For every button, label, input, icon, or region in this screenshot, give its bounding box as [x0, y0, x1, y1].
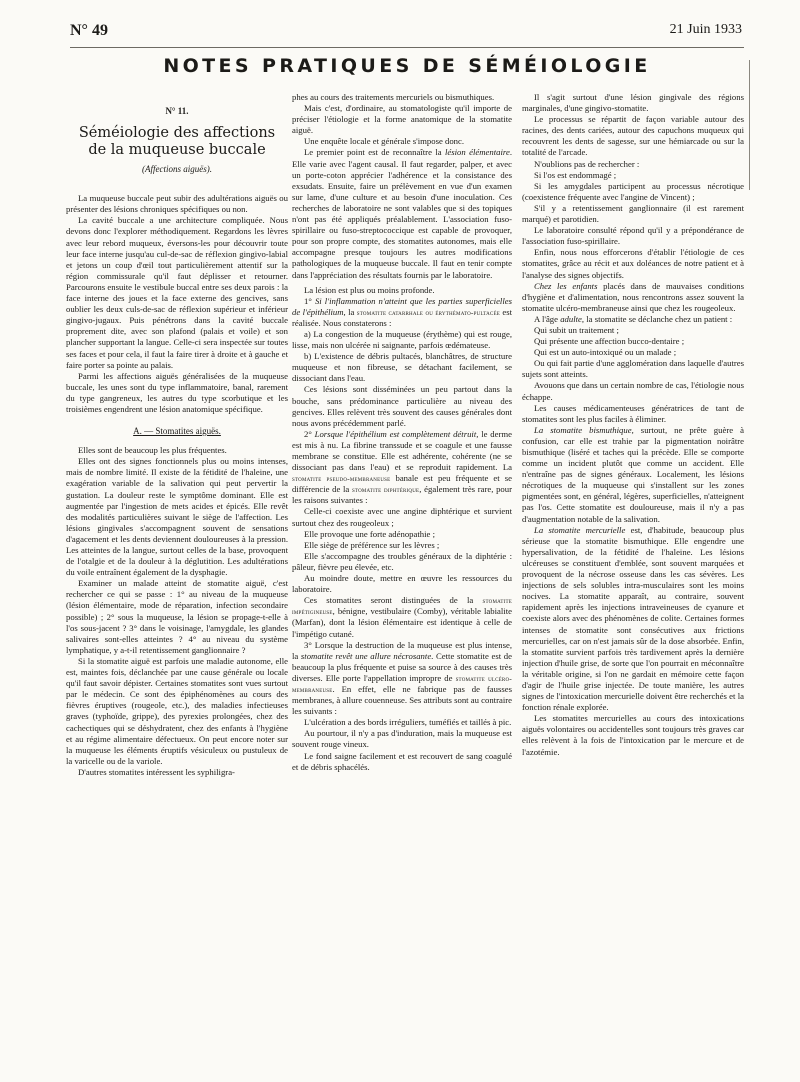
paragraph — [522, 314, 744, 325]
article-title-line-2: de la muqueuse buccale — [88, 142, 266, 159]
paragraph: Elle siège de préférence sur les lèvres ; — [304, 539, 440, 550]
section-title: NOTES PRATIQUES DE SÉMÉIOLOGIE — [163, 55, 651, 77]
text-run: . Cette stomatite est de beaucoup la plus fréquente et puise sa source à des causes très diverses. Elle porte l'appellation impropre de — [292, 650, 512, 683]
italic-term: stomatite revêt une allure nécrosante — [300, 650, 432, 661]
paragraph: Une enquête locale et générale s'impose donc. — [304, 136, 465, 147]
section-heading — [66, 426, 288, 437]
text-run: 2° — [304, 428, 315, 439]
italic-term: adulte — [560, 313, 582, 324]
article-title — [66, 125, 288, 159]
paragraph — [522, 281, 744, 314]
paragraph: La lésion est plus ou moins profonde. — [304, 284, 435, 295]
text-run: banale est peu fréquente et se différencie de la — [292, 473, 512, 495]
article-title-line-1: Séméiologie des affections — [78, 125, 276, 142]
small-caps-term: stomatite catarrhale ou érythémato-pultacée — [356, 307, 500, 317]
paragraph — [292, 595, 512, 639]
issue-number: N° 49 — [70, 22, 108, 39]
column-3 — [522, 92, 744, 1068]
text-run: est réalisée. Nous constaterons : — [292, 306, 512, 328]
paragraph: Examiner un malade atteint de stomatite aiguë, c'est rechercher ce qui se passe : 1° au niveau de la muqueuse (lésion élémentaire, mode de réparation, infection secondaire possible) ; 2° sous la muqueuse, la lésion se propage-t-elle à l'os sous-jacent ? 3° dans le voisinage, l'amygdale, les glandes salivaires sont-elles atteintes ? 4° au niveau du système lymphatique, y a-t-il retentissement ganglionnaire ? — [66, 578, 288, 655]
paragraph: Elles ont des signes fonctionnels plus ou moins intenses, mais de nombre limité. Il existe de la fétidité de l'haleine, une exagération variable de la salivation qui peut pervertir la gustation. La douleur reste le symptôme dominant. Elle est augmentée par l'ingestion de mets acides et épicés. Elle revêt des modalités particulières suivant le siège de l'affection. Les lésions gingivales s'accompagnent souvent de sensations d'agacement et les dents deviennent douloureuses à la pression. Les atteintes de la langue, surtout celles de la base, provoquent de l'otalgie et de la douleur à la déglutition. Les adultérations du voile entraînent également de la dysphagie. — [66, 456, 288, 578]
paragraph: Le processus se répartit de façon variable autour des racines, des dents cariées, autour des capuchons muqueux qui recouvrent les dents de sagesse, sur une hémiarcade ou sur la totalité de l'arcade. — [522, 114, 744, 158]
text-run: , surtout, ne prête guère à confusion, car elle est trahie par la pigmentation noirâtre bismuthique (liséré et taches qui la précède. Elle se comporte comme un incident plutôt que comme un accident. Elle n'entraîne pas de signes généraux. Localement, les lésions nécrotiques de la muqueuse qui s'installent sur les zones pigmentées sont, en général, légères, superficielles, n'atteignent pas l'os. Cette stomatite est douloureuse, mais il n'y a pas d'augmentation notable de la salivation. — [522, 424, 744, 524]
paragraph: Au moindre doute, mettre en œuvre les ressources du laboratoire. — [292, 573, 512, 595]
text-run: Ces stomatites seront distinguées de la — [304, 595, 483, 606]
paragraph: a) La congestion de la muqueuse (érythème) qui est rouge, lisse, mais non ulcérée ni saignante, parfois œdémateuse. — [292, 328, 512, 351]
text-run: , le derme est mis à nu. La fibrine transsude et se coagule et une fausse membrane se constitue. Elle est adhérente, cohérente (ne se dissociant pas dans l'eau) et se reproduit rapidement. La — [292, 428, 512, 473]
paragraph — [292, 296, 512, 329]
margin-mark — [749, 60, 750, 190]
text-run: , la — [343, 306, 357, 317]
paragraph — [292, 429, 512, 507]
paragraph: S'il y a retentissement ganglionnaire (il est rarement marqué) et parotidien. — [522, 202, 744, 225]
text-run: A l'âge — [534, 313, 561, 324]
paragraph: L'ulcération a des bords irréguliers, tuméfiés et taillés à pic. — [304, 717, 512, 728]
paragraph: Parmi les affections aiguës généralisées de la muqueuse buccale, les unes sont du type inflammatoire, banal, rarement du type gangreneux, les autres du type scorbutique et les troisièmes engendrent une lésion anatomique spécifique. — [66, 370, 288, 414]
paragraph: Elle s'accompagne des troubles généraux de la diphtérie : pâleur, fièvre peu élevée, etc. — [292, 550, 512, 572]
paragraph: Ou qui fait partie d'une agglomération dans laquelle d'autres sujets sont atteints. — [522, 358, 744, 380]
text-run: . En effet, elle ne fabrique pas de fausses membranes, à allure couenneuse. Ses attributs sont au contraire les suivants : — [292, 683, 512, 717]
paragraph: b) L'existence de débris pultacés, blanchâtres, de structure muqueuse et non fibreuse, se détachant facilement, se dissociant dans l'eau. — [292, 351, 512, 384]
header-rule — [70, 47, 744, 48]
text-run: , également très rare, pour les raisons suivantes : — [292, 484, 512, 506]
text-run: . Elle varie avec l'agent causal. Il faut regarder, palper, et avec un porte-coton apprécier l'adhérence et la consistance des exsudats. Ensuite, faire un prélèvement en vue d'un examen sur lame, d'une culture et au besoin d'une inoculation. Ces recherches de laboratoire ne sont valables que si des topiques n'ont pas été appliqués préalablement. L'association fuso-spirillaire ou fuso-streptococcique est capable de provoquer, pour son propre compte, des stomatites autonomes, mais elle accompagne presque toujours les autres modifications pathologiques de la muqueuse buccale. Il faut en tenir compte dans l'appréciation des résultats fournis par le laboratoire. — [292, 147, 512, 280]
text-run: est, d'habitude, beaucoup plus sérieuse que la stomatite bismuthique. Elle engendre une hypersalivation, de la fétidité de l'haleine. Les lésions ulcéreuses se constituent d'emblée, sont souvent marquées et provoquent de la nécrose osseuse dans les cas sévères. Les injections de sels solubles intra-musculaires sont les moins nocives. La stomatite apparaît, au contraire, souvent rapidement après les injections intraveineuses de cyanure et coexiste alors avec des phénomènes de colite. Certaines formes intenses de stomatite sont consécutives aux frictions mercurielles, car on n'est jamais sûr de la dose absorbée. Enfin, la stomatite survient parfois très tardivement après la dernière injection d'huile grise, de sorte que l'on pourrait en méconnaître la véritable origine, si l'on ne gardait en mémoire cette façon d'agir de l'huile grise injectée. De toute manière, les autres signes de l'intoxication mercurielle doivent être recherchés et la fonction rénale explorée. — [522, 524, 744, 713]
note-number: N° 11. — [165, 106, 189, 116]
paragraph: Enfin, nous nous efforcerons d'établir l'étiologie de ces stomatites, grâce au récit et aux doléances de notre patient et à l'analyse des signes objectifs. — [522, 247, 744, 280]
italic-term: lésion élémentaire — [444, 147, 510, 158]
paragraph: Qui subit un traitement ; — [534, 324, 619, 335]
paragraph: La cavité buccale a une architecture compliquée. Nous devons donc l'explorer méthodiquement. Regardons les lèvres avec leur rebord muqueux, éversons-les pour découvrir toute leur face interne jusqu'au cul-de-sac de réflexion gingivo-labial et jetons un coup d'œil tout particulièrement attentif sur la région commissurale qu'il faut déplisser et retourner. Parcourons ensuite le vestibule buccal entre ses deux parois : la face interne des joues et la face externe des gencives, sans oublier les deux culs-de-sac de réflexion supérieur et inférieur gingivo-jugaux. Puis pénétrons dans la cavité buccale proprement dite, avec son plafond (palais et voile) et son plancher supportant la langue. Celle-ci sera inspectée sur toutes ses faces et pour cela, il faut la faire tirer à droite et à gauche et faire porter sa pointe au palais. — [66, 215, 288, 370]
paragraph: D'autres stomatites intéressent les syphiligra- — [78, 766, 235, 777]
paragraph: Avouons que dans un certain nombre de cas, l'étiologie nous échappe. — [522, 380, 744, 402]
italic-term: Si l'inflammation n'atteint que les parties superficielles de l'épithélium — [292, 295, 512, 317]
column-1 — [66, 92, 288, 1068]
issue-date: 21 Juin 1933 — [669, 22, 742, 37]
text-run: 3° Lorsque la destruction de la muqueuse est plus intense, la — [292, 639, 512, 661]
paragraph: Qui présente une affection bucco-dentaire ; — [534, 336, 685, 347]
italic-term: Chez les enfants — [534, 280, 598, 291]
small-caps-term: stomatite diphtérique — [351, 485, 420, 495]
paragraph: Le laboratoire consulté répond qu'il y a prépondérance de l'association fuso-spirillaire. — [522, 225, 744, 247]
paragraph: La muqueuse buccale peut subir des adultérations aiguës ou présenter des lésions chroniques spécifiques ou non. — [66, 193, 288, 215]
paragraph — [292, 147, 512, 280]
paragraph: Si la stomatite aiguë est parfois une maladie autonome, elle est, maintes fois, déclanchée par une cause générale ou locale qu'il faut savoir dépister. Certaines stomatites sont vues surtout par le médecin. Ce sont des épiphénomènes au cours des fièvres éruptives (rougeole, etc.), des maladies infectieuses graves (typhoïde, grippe), des pyrexies prolongées, chez des cachectiques qui se déshydratent, chez des enfants à l'hygiène et au régime alimentaire défectueux. On peut encore noter sur la muqueuse les éléments éruptifs vésiculeux ou pustuleux de la varicelle ou de la variole. — [66, 655, 288, 766]
article-subtitle: (Affections aiguës). — [142, 164, 212, 175]
paragraph — [292, 640, 512, 718]
italic-term: La stomatite mercurielle — [534, 524, 626, 535]
paragraph: Elles sont de beaucoup les plus fréquentes. — [78, 445, 227, 456]
paragraph: Au pourtour, il n'y a pas d'induration, mais la muqueuse est souvent rouge vineux. — [292, 728, 512, 750]
text-run: Le premier point est de reconnaître la — [304, 147, 445, 158]
paragraph: Mais c'est, d'ordinaire, au stomatologiste qu'il importe de préciser l'étiologie et la forme anatomique de la stomatite aiguë. — [292, 103, 512, 136]
small-caps-term: stomatite pseudo-membraneuse — [292, 474, 391, 484]
italic-term: Lorsque l'épithélium est complètement détruit — [314, 428, 477, 439]
paragraph: Ces lésions sont disséminées un peu partout dans la bouche, sans prédominance particulière au niveau des gencives. Elles relèvent très souvent des causes générales dont nous avons précédemment parlé. — [292, 384, 512, 428]
paragraph: Si l'os est endommagé ; — [534, 169, 617, 180]
paragraph: Il s'agit surtout d'une lésion gingivale des régions marginales, d'une gingivo-stomatite. — [522, 92, 744, 114]
text-run: 1° — [304, 295, 315, 306]
paragraph: Le fond saigne facilement et est recouvert de sang coagulé et de débris sphacélés. — [292, 750, 512, 772]
small-caps-term: stomatite ulcéro-membraneuse — [292, 673, 512, 694]
paragraph: Les causes médicamenteuses génératrices de tant de stomatites sont les plus faciles à éliminer. — [522, 402, 744, 424]
column-2 — [292, 92, 512, 1068]
paragraph: Elle provoque une forte adénopathie ; — [304, 528, 435, 539]
paragraph: Les stomatites mercurielles au cours des intoxications aiguës volontaires ou accidentelles sont toujours très graves car elles relèvent à la fois de l'intoxication par le mercure et de l'azotémie. — [522, 713, 744, 757]
paragraph: N'oublions pas de rechercher : — [534, 158, 640, 169]
small-caps-term: stomatite impétigineuse — [292, 596, 512, 617]
text-run: , bénigne, vestibulaire (Comby), véritable labialite (Marfan), dont la lésion élémentaire est identique à celle de l'impétigo cutané. — [292, 606, 512, 639]
paragraph: phes au cours des traitements mercuriels ou bismuthiques. — [292, 92, 495, 102]
italic-term: La stomatite bismuthique — [534, 424, 632, 435]
section-heading-text: A. — Stomatites aiguës. — [133, 426, 221, 437]
text-run: , la stomatite se déclanche chez un patient : — [581, 313, 733, 324]
paragraph: Celle-ci coexiste avec une angine diphtérique et survient surtout chez des rougeoleux ; — [292, 506, 512, 528]
paragraph: Qui est un auto-intoxiqué ou un malade ; — [534, 347, 677, 358]
paragraph: Si les amygdales participent au processus nécrotique (coexistence fréquente avec l'angine de Vincent) ; — [522, 180, 744, 202]
paragraph — [522, 525, 744, 714]
text-run: placés dans de mauvaises conditions d'hygiène et d'alimentation, nous rencontrons assez souvent la stomatite ulcéro-membraneuse ainsi que chez les rougeoleux. — [522, 280, 744, 313]
paragraph — [522, 425, 744, 525]
